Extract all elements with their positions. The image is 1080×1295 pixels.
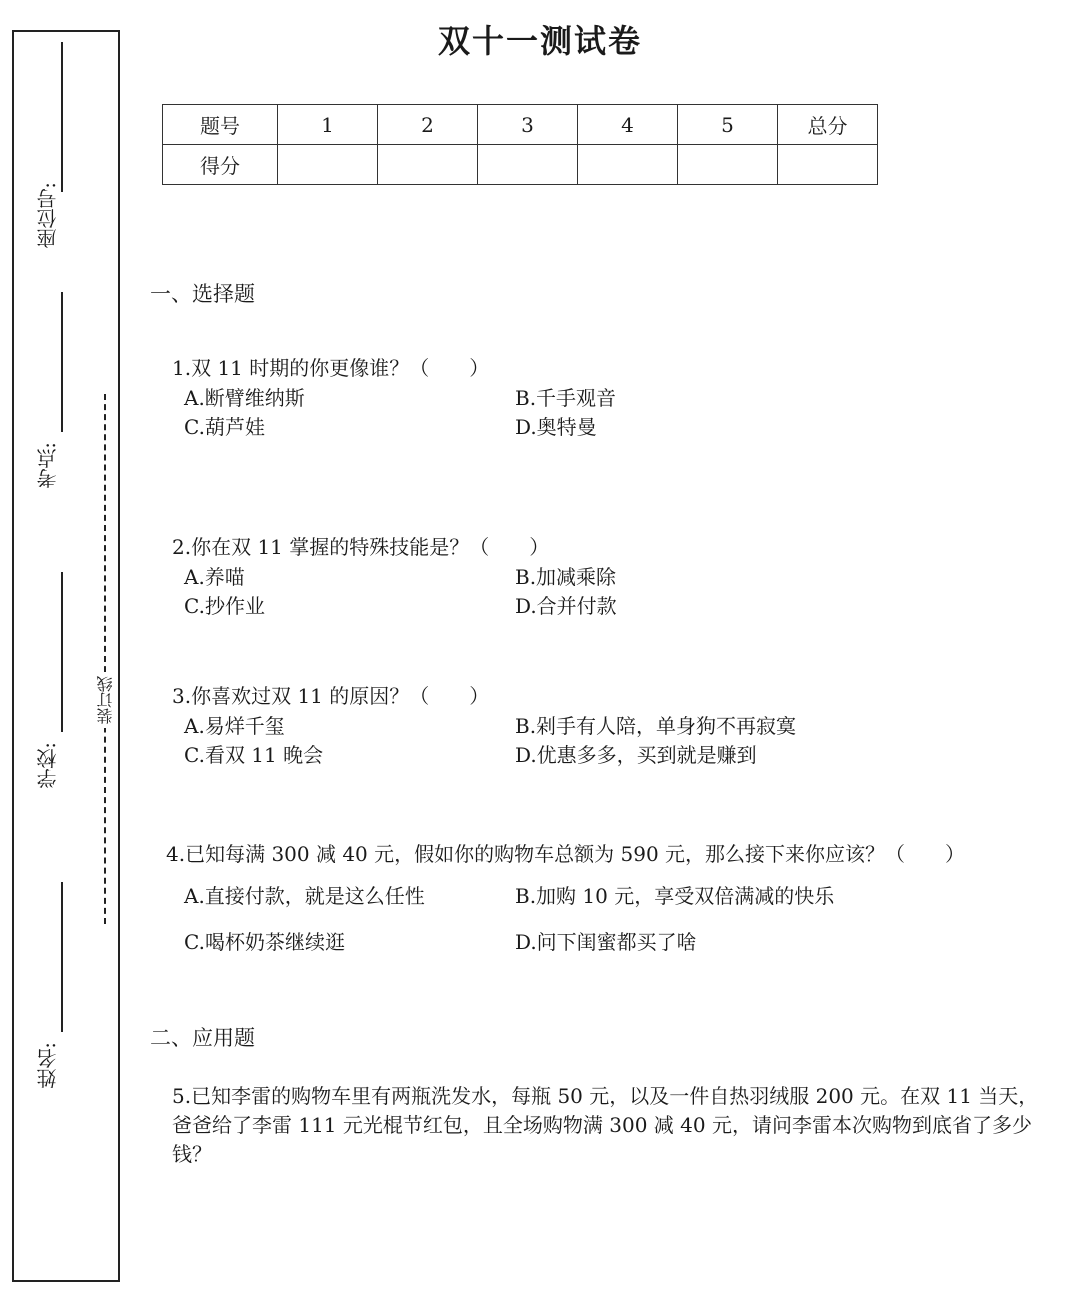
question-2-option-c[interactable]: C.抄作业 bbox=[184, 594, 265, 618]
question-1-text: 1.双 11 时期的你更像谁？（ ） bbox=[172, 356, 490, 380]
question-1-option-d[interactable]: D.奥特曼 bbox=[515, 415, 597, 439]
school-field bbox=[14, 572, 76, 832]
seat-number-field bbox=[14, 32, 76, 292]
question-4-option-a[interactable]: A.直接付款，就是这么任性 bbox=[184, 884, 425, 908]
exam-site-label: 考点: bbox=[36, 442, 60, 489]
application-section-title: 二、应用题 bbox=[150, 1026, 255, 1050]
question-1-option-a[interactable]: A.断臂维纳斯 bbox=[184, 386, 305, 410]
binding-strip bbox=[12, 30, 120, 1282]
exam-site-line bbox=[61, 292, 63, 432]
score-input-cell[interactable] bbox=[678, 145, 778, 185]
name-line bbox=[61, 882, 63, 1032]
name-label: 姓名: bbox=[36, 1042, 60, 1089]
score-input-cell[interactable] bbox=[578, 145, 678, 185]
question-3-option-a[interactable]: A.易烊千玺 bbox=[184, 714, 285, 738]
question-3-option-c[interactable]: C.看双 11 晚会 bbox=[184, 743, 324, 767]
score-input-cell[interactable] bbox=[778, 145, 878, 185]
question-1-option-b[interactable]: B.千手观音 bbox=[515, 386, 617, 410]
question-2-text: 2.你在双 11 掌握的特殊技能是？（ ） bbox=[172, 535, 550, 559]
score-input-cell[interactable] bbox=[478, 145, 578, 185]
seat-number-line bbox=[61, 42, 63, 192]
score-header-cell: 1 bbox=[278, 105, 378, 145]
score-header-cell: 4 bbox=[578, 105, 678, 145]
score-header-cell: 总分 bbox=[778, 105, 878, 145]
question-3-option-b[interactable]: B.剁手有人陪，单身狗不再寂寞 bbox=[515, 714, 797, 738]
score-input-cell[interactable] bbox=[278, 145, 378, 185]
school-line bbox=[61, 572, 63, 732]
name-field bbox=[14, 882, 76, 1102]
exam-site-field bbox=[14, 292, 76, 592]
question-3-option-d[interactable]: D.优惠多多，买到就是赚到 bbox=[515, 743, 757, 767]
score-header-cell: 5 bbox=[678, 105, 778, 145]
score-row-label: 得分 bbox=[163, 145, 278, 185]
choice-section-title: 一、选择题 bbox=[150, 282, 255, 306]
question-1-option-c[interactable]: C.葫芦娃 bbox=[184, 415, 265, 439]
question-4-option-d[interactable]: D.问下闺蜜都买了啥 bbox=[515, 930, 697, 954]
question-2-option-b[interactable]: B.加减乘除 bbox=[515, 565, 617, 589]
binding-dashed-line bbox=[104, 394, 106, 924]
question-3-text: 3.你喜欢过双 11 的原因？（ ） bbox=[172, 684, 490, 708]
page-title: 双十一测试卷 bbox=[437, 22, 642, 60]
score-header-cell: 题号 bbox=[163, 105, 278, 145]
score-table bbox=[162, 104, 878, 185]
score-table-header-row bbox=[163, 105, 878, 145]
question-4-text: 4.已知每满 300 减 40 元，假如你的购物车总额为 590 元，那么接下来你应该？（ ） bbox=[166, 842, 966, 866]
score-input-cell[interactable] bbox=[378, 145, 478, 185]
seat-number-label: 座位号: bbox=[36, 182, 60, 249]
question-4-option-b[interactable]: B.加购 10 元，享受双倍满减的快乐 bbox=[515, 884, 835, 908]
binding-line-label: 装订线 bbox=[94, 672, 117, 728]
question-2-option-d[interactable]: D.合并付款 bbox=[515, 594, 617, 618]
score-table-score-row bbox=[163, 145, 878, 185]
score-header-cell: 3 bbox=[478, 105, 578, 145]
school-label: 学校: bbox=[36, 742, 60, 789]
question-5-text: 5.已知李雷的购物车里有两瓶洗发水，每瓶 50 元，以及一件自热羽绒服 200 元。在双 11 当天，爸爸给了李雷 111 元光棍节红包，且全场购物满 300 减 40 元，请问李雷本次购物到底省了多少钱？ bbox=[172, 1084, 1039, 1166]
question-2-option-a[interactable]: A.养喵 bbox=[184, 565, 245, 589]
question-4-option-c[interactable]: C.喝杯奶茶继续逛 bbox=[184, 930, 345, 954]
score-header-cell: 2 bbox=[378, 105, 478, 145]
